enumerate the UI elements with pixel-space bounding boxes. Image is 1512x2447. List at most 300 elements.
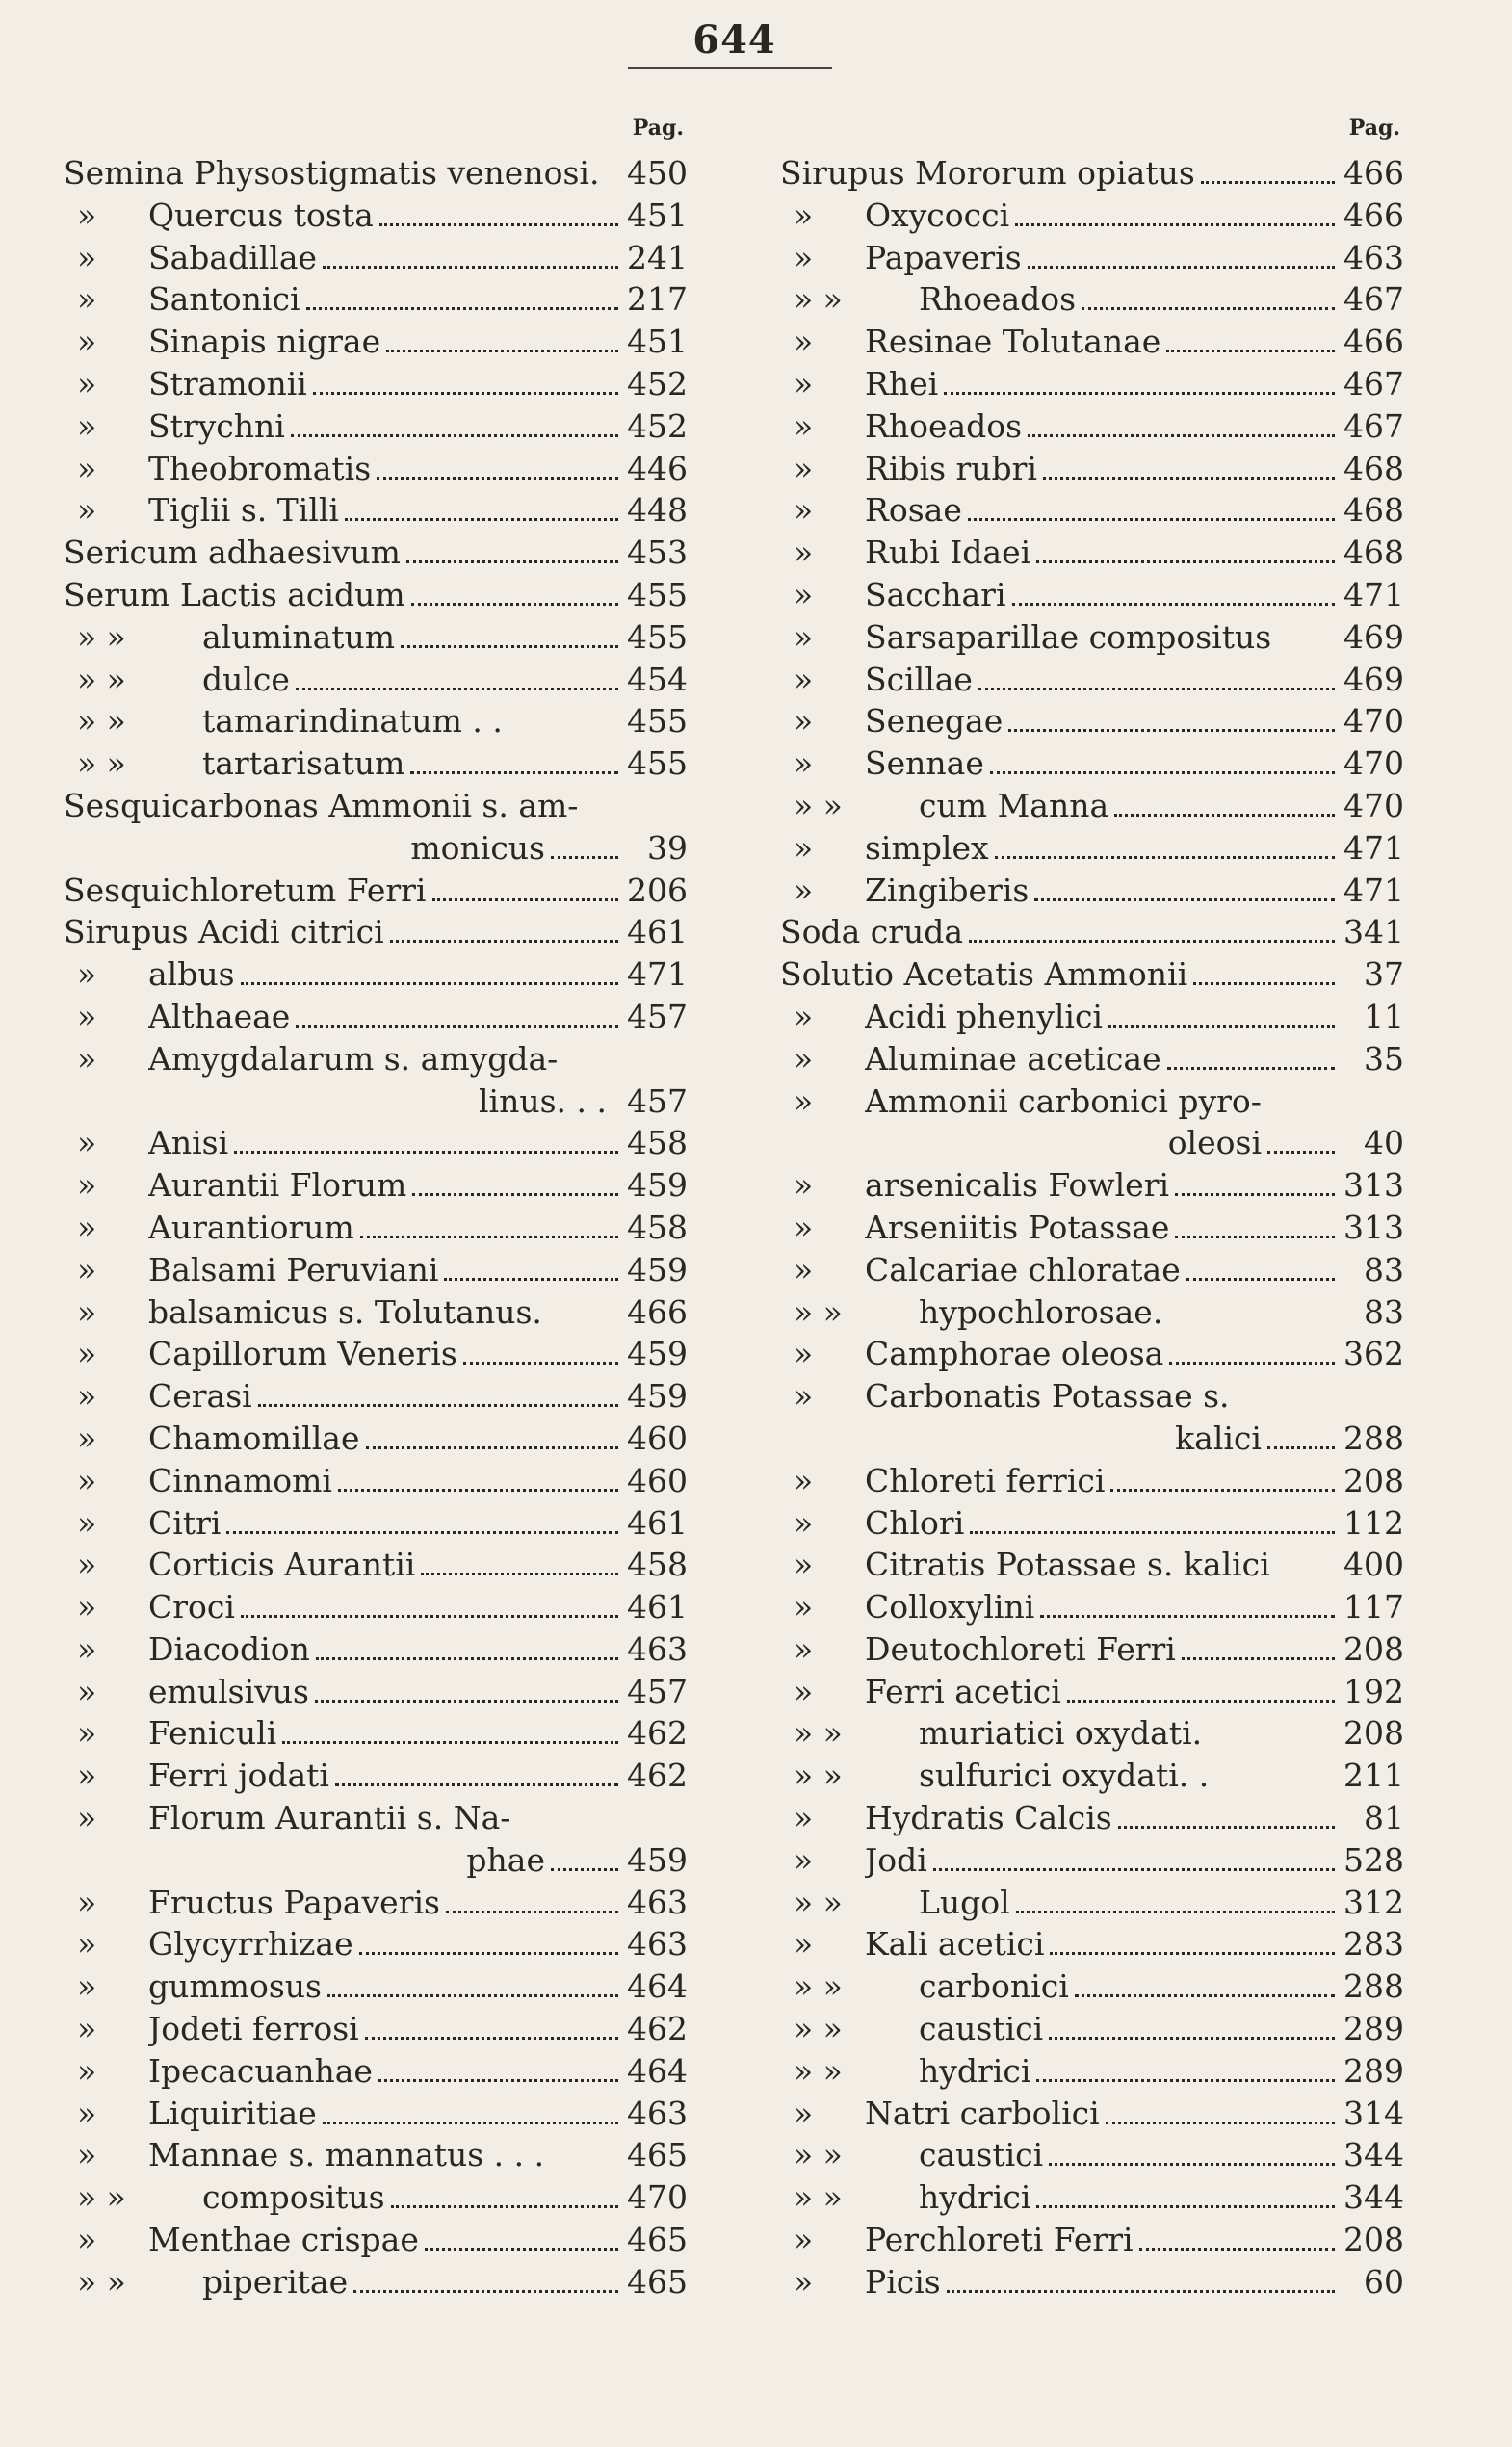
index-entry	[64, 1124, 688, 1166]
dot-leader	[508, 724, 618, 732]
ditto-marker: »	[794, 1208, 814, 1246]
entry-text: Althaeae	[148, 997, 291, 1035]
ditto-marker: » »	[794, 1714, 843, 1753]
entry-text: Calcariae chloratae	[865, 1250, 1181, 1289]
ditto-marker: »	[77, 1503, 97, 1542]
ditto-marker: »	[77, 2136, 97, 2174]
index-entry	[780, 618, 1404, 661]
index-entry	[64, 1967, 688, 2010]
entry-text: Lugol	[919, 1883, 1010, 1921]
page-reference: 313	[1343, 1166, 1404, 1205]
dot-leader	[1167, 1059, 1335, 1070]
dot-leader	[291, 427, 618, 437]
page-reference: 35	[1364, 1039, 1404, 1078]
entry-text: Serum Lactis acidum	[64, 575, 405, 613]
ditto-marker: »	[794, 1250, 814, 1289]
entry-text: Ferri jodati	[148, 1757, 329, 1795]
ditto-marker: »	[794, 2094, 814, 2132]
dot-leader	[444, 1270, 618, 1281]
ditto-marker: »	[794, 871, 814, 909]
index-entry	[780, 1124, 1404, 1166]
page-reference: 288	[1343, 1967, 1404, 2006]
page-reference: 466	[1343, 154, 1404, 192]
page-reference: 459	[627, 1377, 688, 1416]
entry-text: compositus	[202, 2178, 385, 2217]
page-reference: 465	[627, 2262, 688, 2301]
page-reference: 462	[627, 1757, 688, 1795]
dot-leader	[1106, 2114, 1335, 2124]
page-reference: 471	[1343, 575, 1404, 613]
page-reference: 469	[1343, 617, 1404, 656]
dot-leader	[390, 932, 618, 943]
entry-text: Camphorae oleosa	[865, 1335, 1164, 1373]
ditto-marker: »	[794, 1503, 814, 1542]
index-entry	[64, 1630, 688, 1673]
ditto-marker: » »	[77, 2262, 126, 2301]
dot-leader	[563, 1062, 618, 1070]
index-entry	[64, 1504, 688, 1547]
entry-text: Scillae	[865, 660, 973, 698]
ditto-marker: »	[794, 491, 814, 530]
index-entry	[780, 365, 1404, 407]
page-reference: 466	[1343, 195, 1404, 234]
page-reference: 451	[627, 195, 688, 234]
entry-text: Zingiberis	[865, 871, 1030, 909]
ditto-marker: »	[77, 1377, 97, 1416]
entry-text: Colloxylini	[865, 1588, 1035, 1627]
index-entry	[780, 1462, 1404, 1504]
dot-leader	[1186, 1270, 1335, 1281]
page-reference: 461	[627, 1503, 688, 1542]
index-entry	[780, 1335, 1404, 1377]
entry-text: sulfurici oxydati. .	[919, 1757, 1210, 1795]
dot-leader	[1034, 891, 1335, 901]
index-column-right	[780, 116, 1404, 2305]
entry-text: Fructus Papaveris	[148, 1883, 440, 1921]
index-entry	[780, 998, 1404, 1040]
page-reference: 313	[1343, 1208, 1404, 1246]
ditto-marker: »	[794, 1629, 814, 1668]
page-reference: 467	[1343, 406, 1404, 445]
dot-leader	[234, 1143, 618, 1154]
dot-leader	[412, 1185, 618, 1196]
index-entry	[64, 1377, 688, 1419]
ditto-marker: »	[77, 406, 97, 445]
entry-text: Ammonii carbonici pyro-	[865, 1081, 1262, 1120]
ditto-marker: »	[77, 1714, 97, 1753]
dot-leader	[947, 2282, 1335, 2293]
index-entry	[780, 534, 1404, 576]
index-entry	[64, 450, 688, 492]
entry-text: Cinnamomi	[148, 1461, 332, 1499]
index-entry	[64, 491, 688, 534]
page-reference: 117	[1343, 1588, 1404, 1627]
dot-leader	[1208, 1736, 1335, 1744]
page-reference: 452	[627, 364, 688, 403]
entry-text: Sinapis nigrae	[148, 323, 381, 361]
dot-leader	[241, 975, 618, 985]
dot-leader	[1267, 1143, 1335, 1154]
ditto-marker: »	[77, 1039, 97, 1078]
ditto-marker: » »	[794, 2010, 843, 2048]
index-entry	[64, 2263, 688, 2305]
page-reference: 455	[627, 575, 688, 613]
index-entry	[780, 280, 1404, 323]
dot-leader	[1201, 173, 1335, 184]
index-entry	[64, 2178, 688, 2221]
ditto-marker: »	[794, 1925, 814, 1964]
entry-text: Rubi Idaei	[865, 534, 1031, 572]
entry-text: Sesquichloretum Ferri	[64, 871, 427, 909]
index-entry	[64, 1799, 688, 1841]
dot-leader	[990, 764, 1335, 774]
ditto-marker: » »	[794, 1292, 843, 1331]
ditto-marker: »	[77, 1883, 97, 1921]
dot-leader	[366, 1439, 619, 1449]
page-reference: 60	[1364, 2262, 1404, 2301]
ditto-marker: »	[77, 1799, 97, 1837]
dot-leader	[1267, 1439, 1335, 1449]
ditto-marker: »	[77, 2094, 97, 2132]
entry-text: Feniculi	[148, 1714, 277, 1753]
index-entry	[64, 407, 688, 450]
ditto-marker: »	[77, 1461, 97, 1499]
dot-leader	[551, 848, 618, 859]
index-entry	[64, 154, 688, 196]
entry-text: phae	[466, 1840, 545, 1879]
dot-leader	[391, 2198, 618, 2208]
entry-text: Theobromatis	[148, 449, 372, 487]
ditto-marker: »	[794, 1081, 814, 1120]
index-entry	[64, 1673, 688, 1715]
index-entry	[780, 196, 1404, 239]
ditto-marker: » »	[77, 702, 126, 741]
page-reference: 192	[1343, 1672, 1404, 1710]
index-entry	[64, 2221, 688, 2263]
entry-text: Rosae	[865, 491, 962, 530]
dot-leader	[1067, 1692, 1335, 1703]
index-entry	[780, 1925, 1404, 1967]
page-reference: 461	[627, 1588, 688, 1627]
entry-text: Sesquicarbonas Ammonii s. am-	[64, 786, 579, 824]
index-entry	[64, 1040, 688, 1082]
index-entry	[780, 1082, 1404, 1125]
dot-leader	[323, 2114, 618, 2124]
ditto-marker: »	[77, 1757, 97, 1795]
dot-leader	[359, 1944, 618, 1955]
entry-text: Hydratis Calcis	[865, 1799, 1112, 1837]
ditto-marker: » »	[794, 1883, 843, 1921]
dot-leader	[379, 216, 618, 226]
index-entry	[64, 829, 688, 872]
entry-text: Citratis Potassae s. kalici	[865, 1546, 1270, 1584]
index-entry	[780, 744, 1404, 787]
dot-leader	[241, 1607, 618, 1618]
index-entry	[780, 1377, 1404, 1419]
dot-leader	[306, 299, 618, 310]
dot-leader	[446, 1903, 618, 1913]
dot-leader	[315, 1692, 618, 1703]
index-entry	[64, 1419, 688, 1462]
ditto-marker: »	[77, 955, 97, 994]
index-entry	[64, 1251, 688, 1293]
dot-leader	[1050, 1944, 1335, 1955]
page-reference: 312	[1343, 1883, 1404, 1921]
page-reference: 463	[627, 2094, 688, 2132]
dot-leader	[516, 1821, 618, 1829]
page-reference: 283	[1343, 1925, 1404, 1964]
page-reference: 450	[627, 154, 688, 192]
index-entry	[780, 1799, 1404, 1841]
dot-leader	[995, 848, 1335, 859]
entry-text: Sericum adhaesivum	[64, 534, 401, 572]
dot-leader	[1008, 721, 1335, 732]
dot-leader	[1214, 1779, 1335, 1786]
index-entry	[64, 1714, 688, 1757]
index-entry	[780, 829, 1404, 872]
entry-text: arsenicalis Fowleri	[865, 1166, 1170, 1205]
page-reference: 344	[1343, 2178, 1404, 2217]
entry-text: Resinae Tolutanae	[865, 323, 1161, 361]
dot-leader	[226, 1523, 618, 1534]
index-entry	[64, 576, 688, 618]
ditto-marker: »	[77, 1588, 97, 1627]
dot-leader	[1166, 342, 1335, 352]
entry-text: aluminatum	[202, 617, 396, 656]
dot-leader	[378, 2071, 618, 2082]
ditto-marker: »	[794, 1377, 814, 1416]
ditto-marker: »	[794, 1799, 814, 1837]
dot-leader	[1108, 1017, 1335, 1028]
page-reference: 528	[1343, 1840, 1404, 1879]
entry-text: emulsivus	[148, 1672, 309, 1710]
index-entry	[64, 1588, 688, 1630]
dot-leader	[1114, 806, 1335, 817]
ditto-marker: »	[77, 997, 97, 1035]
page-reference: 466	[627, 1292, 688, 1331]
entry-text: Mannae s. mannatus . . .	[148, 2136, 545, 2174]
ditto-marker: »	[77, 1672, 97, 1710]
page-reference: 460	[627, 1461, 688, 1499]
entry-text: Chamomillae	[148, 1419, 360, 1457]
entry-text: caustici	[919, 2136, 1044, 2174]
pag-heading-right: Pag.	[1348, 116, 1400, 141]
index-entry	[780, 1967, 1404, 2010]
index-entry	[780, 450, 1404, 492]
page-reference: 470	[1343, 702, 1404, 741]
pag-heading-left: Pag.	[632, 116, 684, 141]
entry-text: Sirupus Mororum opiatus	[780, 154, 1195, 192]
entry-text: albus	[148, 955, 235, 994]
dot-leader	[1049, 2029, 1335, 2040]
ditto-marker: »	[794, 1461, 814, 1499]
index-entry	[780, 913, 1404, 955]
index-entry	[64, 323, 688, 365]
entry-text: Aluminae aceticae	[865, 1039, 1161, 1078]
page-reference: 208	[1343, 2221, 1404, 2259]
page-reference: 471	[627, 955, 688, 994]
page-reference: 455	[627, 702, 688, 741]
ditto-marker: »	[794, 449, 814, 487]
dot-leader	[1036, 553, 1335, 563]
page-reference: 83	[1364, 1250, 1404, 1289]
page-reference: 457	[627, 1081, 688, 1120]
dot-leader	[421, 1565, 618, 1575]
dot-leader	[978, 680, 1335, 690]
entry-text: Aurantiorum	[148, 1208, 354, 1246]
ditto-marker: »	[77, 2221, 97, 2259]
ditto-marker: »	[794, 1039, 814, 1078]
page-reference: 458	[627, 1546, 688, 1584]
index-entry	[64, 998, 688, 1040]
entry-text: Quercus tosta	[148, 195, 374, 234]
page-reference: 455	[627, 617, 688, 656]
ditto-marker: » »	[77, 744, 126, 783]
ditto-marker: »	[794, 323, 814, 361]
ditto-marker: » »	[77, 660, 126, 698]
dot-leader	[970, 1523, 1335, 1534]
dot-leader	[411, 595, 618, 606]
dot-leader	[335, 1776, 618, 1786]
dot-leader	[1236, 1399, 1335, 1407]
page-reference: 288	[1343, 1419, 1404, 1457]
page-reference: 211	[1343, 1757, 1404, 1795]
index-entry	[780, 1884, 1404, 1926]
entry-text: Capillorum Veneris	[148, 1335, 457, 1373]
dot-leader	[432, 891, 619, 901]
index-entry	[780, 2095, 1404, 2137]
index-entry	[780, 1757, 1404, 1799]
ditto-marker: »	[794, 238, 814, 276]
entry-text: Deutochloreti Ferri	[865, 1629, 1176, 1668]
ditto-marker: »	[794, 702, 814, 741]
page-reference: 37	[1364, 955, 1404, 994]
index-entry	[780, 407, 1404, 450]
ditto-marker: » »	[794, 2051, 843, 2090]
index-entry	[780, 1673, 1404, 1715]
index-entry	[64, 196, 688, 239]
header-rule	[628, 67, 832, 69]
index-entry	[780, 576, 1404, 618]
ditto-marker: » »	[77, 2178, 126, 2217]
entry-text: Amygdalarum s. amygda-	[148, 1039, 559, 1078]
entry-text: Anisi	[148, 1124, 229, 1162]
ditto-marker: » »	[77, 617, 126, 656]
page-reference: 462	[627, 2010, 688, 2048]
entry-text: Arseniitis Potassae	[865, 1208, 1170, 1246]
entry-text: Balsami Peruviani	[148, 1250, 439, 1289]
page-reference: 471	[1343, 828, 1404, 867]
index-entry	[64, 661, 688, 703]
entry-text: carbonici	[919, 1967, 1069, 2006]
index-entry	[64, 1884, 688, 1926]
index-entry	[64, 2136, 688, 2178]
ditto-marker: »	[794, 2221, 814, 2259]
ditto-marker: »	[794, 617, 814, 656]
page-reference: 341	[1343, 913, 1404, 951]
entry-text: Sacchari	[865, 575, 1006, 613]
entry-text: kalici	[1175, 1419, 1262, 1457]
entry-text: caustici	[919, 2010, 1044, 2048]
page-reference: 457	[627, 1672, 688, 1710]
page-reference: 40	[1364, 1124, 1404, 1162]
page-reference: 289	[1343, 2010, 1404, 2048]
ditto-marker: » »	[794, 1757, 843, 1795]
page-reference: 208	[1343, 1629, 1404, 1668]
ditto-marker: »	[77, 1419, 97, 1457]
dot-leader	[1118, 1818, 1335, 1829]
index-entry	[780, 2221, 1404, 2263]
ditto-marker: »	[77, 449, 97, 487]
dot-leader	[1277, 640, 1335, 648]
dot-leader	[1015, 216, 1335, 226]
page-reference: 217	[627, 280, 688, 319]
index-entry	[64, 1757, 688, 1799]
index-entry	[780, 1040, 1404, 1082]
index-entry	[780, 1588, 1404, 1630]
page-reference: 208	[1343, 1461, 1404, 1499]
page-reference: 362	[1343, 1335, 1404, 1373]
entry-text: Sabadillae	[148, 238, 318, 276]
index-entry	[780, 2136, 1404, 2178]
index-entry	[64, 872, 688, 914]
index-entry	[780, 2010, 1404, 2052]
entry-text: Glycyrrhizae	[148, 1925, 353, 1964]
ditto-marker: »	[794, 1166, 814, 1205]
ditto-marker: »	[794, 195, 814, 234]
dot-leader	[282, 1733, 618, 1744]
dot-leader	[1110, 1481, 1335, 1492]
page-reference: 467	[1343, 364, 1404, 403]
index-entry	[780, 1630, 1404, 1673]
entry-text: gummosus	[148, 1967, 322, 2006]
entry-text: Carbonatis Potassae s.	[865, 1377, 1230, 1416]
page-reference: 458	[627, 1124, 688, 1162]
ditto-marker: »	[77, 1124, 97, 1162]
entry-text: Florum Aurantii s. Na-	[148, 1799, 511, 1837]
entry-text: muriatici oxydati.	[919, 1714, 1203, 1753]
entry-text: hydrici	[919, 2178, 1031, 2217]
dot-leader	[1175, 1185, 1335, 1196]
entry-text: Aurantii Florum	[148, 1166, 407, 1205]
ditto-marker: »	[794, 1840, 814, 1879]
ditto-marker: »	[77, 364, 97, 403]
dot-leader	[1082, 299, 1335, 310]
ditto-marker: »	[77, 2051, 97, 2090]
ditto-marker: »	[794, 828, 814, 867]
index-entry	[64, 702, 688, 744]
index-entry	[64, 1841, 688, 1884]
dot-leader	[313, 384, 618, 395]
index-entry	[64, 2052, 688, 2095]
page-reference: 457	[627, 997, 688, 1035]
page-reference: 11	[1364, 997, 1404, 1035]
page-reference: 241	[627, 238, 688, 276]
dot-leader	[365, 2029, 618, 2040]
dot-leader	[353, 2282, 618, 2293]
page-reference: 461	[627, 913, 688, 951]
dot-leader	[1028, 258, 1335, 269]
ditto-marker: »	[794, 744, 814, 783]
index-entry	[780, 872, 1404, 914]
entry-text: Rhei	[865, 364, 939, 403]
dot-leader	[1040, 1607, 1335, 1618]
index-entry	[64, 744, 688, 787]
page-reference: 470	[1343, 744, 1404, 783]
entry-text: hypochlorosae.	[919, 1292, 1163, 1331]
index-entry	[64, 1925, 688, 1967]
entry-text: Stramonii	[148, 364, 307, 403]
